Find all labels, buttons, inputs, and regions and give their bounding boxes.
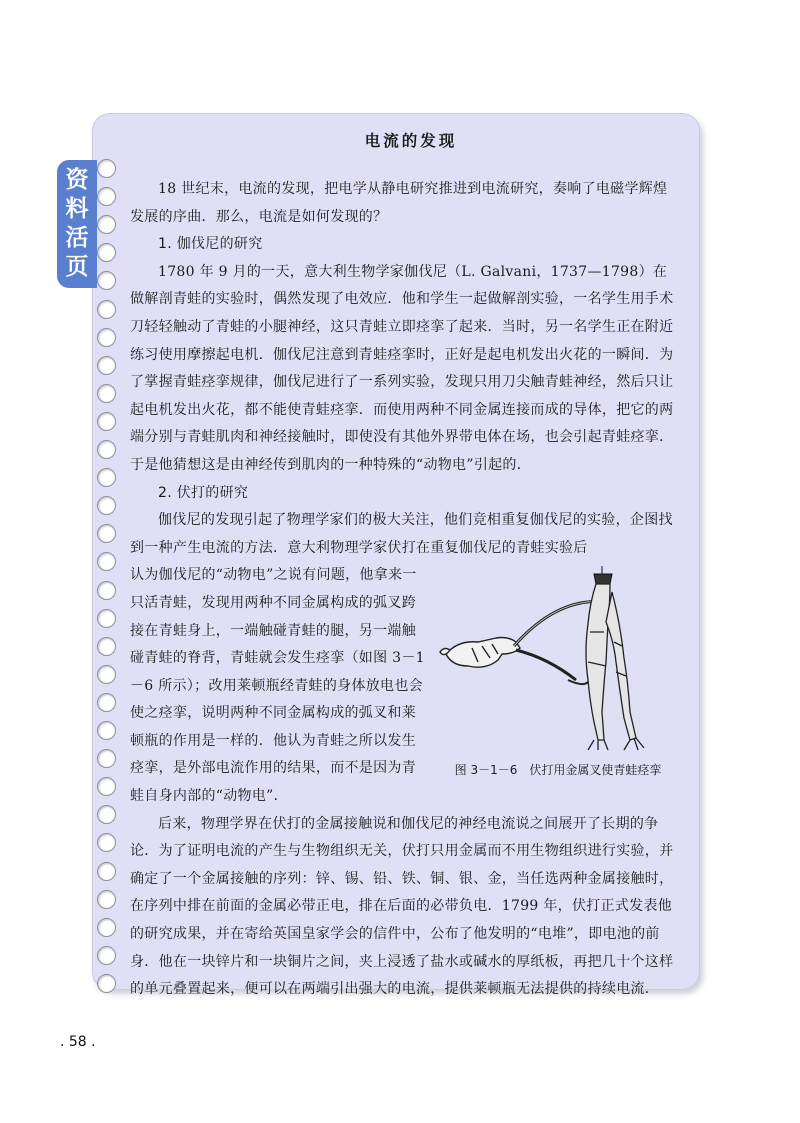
frog-legs: [586, 584, 644, 750]
hand-icon: [440, 638, 520, 668]
side-tab-char: 页: [65, 254, 89, 280]
binder-hole: [97, 890, 116, 909]
side-tab-char: 资: [65, 167, 89, 193]
binder-hole: [97, 665, 116, 684]
galvani-paragraph: 1780 年 9 月的一天，意大利生物学家伽伐尼（L. Galvani，1737—1798）在做解剖青蛙的实验时，偶然发现了电效应．他和学生一起做解剖实验，一名学生用手术刀轻轻触动了青蛙的小腿神经，这只青蛙立即痉挛了起来．当时，另一名学生正在附近练习使用摩擦起电机．伽伐尼注意到青蛙痉挛时，正好是起电机发出火花的一瞬间．为了掌握青蛙痉挛规律，伽伐尼进行了一系列实验，发现只用刀尖触青蛙神经，然后只让起电机发出火花，都不能使青蛙痉挛．而使用两种不同金属连接而成的导体，把它的两端分别与青蛙肌肉和神经接触时，即使没有其他外界带电体在场，也会引起青蛙痉挛．于是他猜想这是由神经传到肌肉的一种特殊的“动物电”引起的．: [130, 263, 674, 473]
intro-paragraph: 18 世纪末，电流的发现，把电学从静电研究推进到电流研究，奏响了电磁学辉煌发展的序曲．那么，电流是如何发现的？: [130, 181, 668, 225]
binder-hole: [97, 440, 116, 459]
binder-hole: [97, 581, 116, 600]
side-tab: [57, 160, 97, 288]
page-title: 电流的发现: [364, 132, 458, 150]
binder-hole: [97, 412, 116, 431]
binder-hole: [97, 749, 116, 768]
binder-hole: [97, 468, 116, 487]
frog-figure: [438, 562, 678, 800]
volta-paragraph-intro: 伽伐尼的发现引起了物理学家们的极大关注，他们竞相重复伽伐尼的实验，企图找到一种产生电流的方法．意大利物理学家伏打在重复伽伐尼的青蛙实验后: [130, 512, 673, 556]
binder-hole: [97, 328, 116, 347]
article: [130, 126, 678, 1004]
binder-hole: [97, 187, 116, 206]
binder-hole: [97, 356, 116, 375]
side-tab-char: 料: [65, 196, 89, 222]
binder-hole: [97, 693, 116, 712]
binder-hole: [97, 918, 116, 937]
binder-hole: [97, 862, 116, 881]
binder-hole: [97, 300, 116, 319]
section-heading: 2. 伏打的研究: [158, 484, 249, 501]
binder-hole: [97, 384, 116, 403]
side-tab-char: 活: [65, 225, 89, 251]
binder-hole: [97, 609, 116, 628]
binder-hole: [97, 946, 116, 965]
page-number: . 58 .: [60, 1034, 96, 1050]
frog-illustration: [438, 562, 678, 752]
volta-paragraph-frog: 认为伽伐尼的“动物电”之说有问题，他拿来一只活青蛙，发现用两种不同金属构成的弧叉跨接在青蛙身上，一端触碰青蛙的腿，另一端触碰青蛙的脊背，青蛙就会发生痉挛（如图 3－1－6 所示）；改用莱顿瓶经青蛙的身体放电也会使之痉挛，说明两种不同金属构成的弧叉和莱顿瓶的作用是一样的．他认为青蛙之所以发生痉挛，是外部电流作用的结果，而不是因为青蛙自身内部的“动物电”．: [130, 567, 425, 805]
figure-caption: 图 3－1－6 伏打用金属叉使青蛙痉挛: [454, 763, 662, 778]
volta-paragraph-pile: 后来，物理学界在伏打的金属接触说和伽伐尼的神经电流说之间展开了长期的争论．为了证明电流的产生与生物组织无关，伏打只用金属而不用生物组织进行实验，并确定了一个金属接触的序列：锌、锡、铅、铁、铜、银、金，当任选两种金属接触时，在序列中排在前面的金属必带正电，排在后面的必带负电．1799 年，伏打正式发表他的研究成果，并在寄给英国皇家学会的信件中，公布了他发明的“电堆”，即电池的前身．他在一块锌片和一块铜片之间，夹上浸透了盐水或碱水的厚纸板，再把几十个这样的单元叠置起来，便可以在两端引出强大的电流，提供莱顿瓶无法提供的持续电流．: [130, 815, 674, 998]
binder-hole: [97, 974, 116, 993]
binder-hole: [97, 721, 116, 740]
binder-hole: [97, 159, 116, 178]
section-heading: 1. 伽伐尼的研究: [158, 236, 263, 253]
binder-hole: [97, 637, 116, 656]
